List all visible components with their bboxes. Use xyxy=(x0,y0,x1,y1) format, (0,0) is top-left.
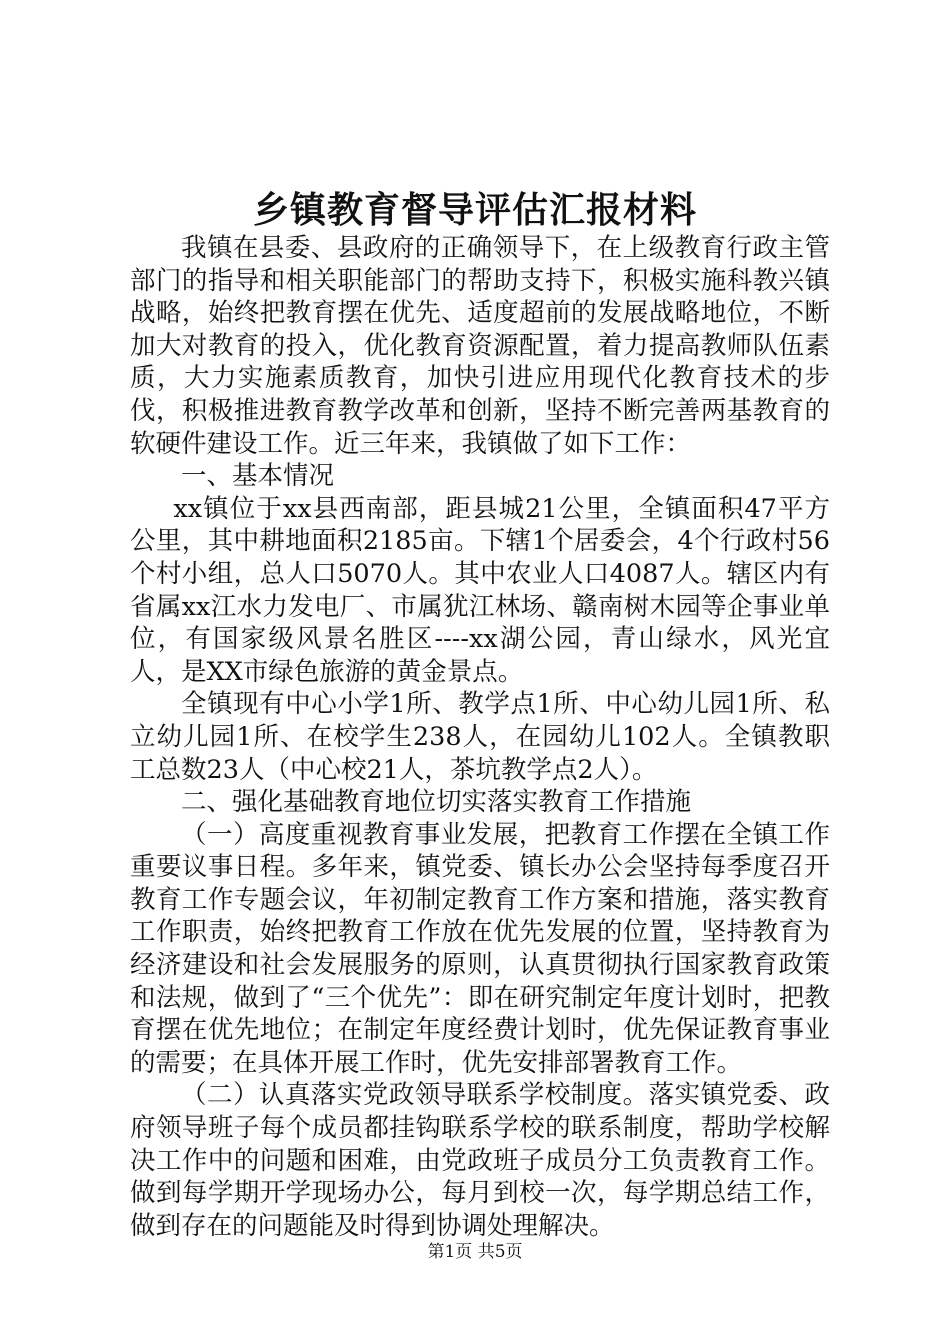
document-body xyxy=(130,232,830,1242)
section-heading-education-measures: 二、强化基础教育地位切实落实教育工作措施 xyxy=(181,787,692,818)
paragraph-school-statistics: 全镇现有中心小学1所、教学点1所、中心幼儿园1所、私立幼儿园1所、在校学生238人，在园幼儿102人。全镇教职工总数23人（中心校21人，茶坑教学点2人）。 xyxy=(130,689,830,785)
intro-paragraph: 我镇在县委、县政府的正确领导下，在上级教育行政主管部门的指导和相关职能部门的帮助支持下，积极实施科教兴镇战略，始终把教育摆在优先、适度超前的发展战略地位，不断加大对教育的投入，优化教育资源配置，着力提高教师队伍素质，大力实施素质教育，加快引进应用现代化教育技术的步伐，积极推进教育教学改革和创新，坚持不断完善两基教育的软硬件建设工作。近三年来，我镇做了如下工作： xyxy=(130,233,830,459)
document-title: 乡镇教育督导评估汇报材料 xyxy=(252,189,697,231)
section-heading-basic-situation: 一、基本情况 xyxy=(181,461,335,492)
paragraph-measure-one: （一）高度重视教育事业发展，把教育工作摆在全镇工作重要议事日程。多年来，镇党委、镇长办公会坚持每季度召开教育工作专题会议，年初制定教育工作方案和措施，落实教育工作职责，始终把教育工作放在优先发展的位置，坚持教育为经济建设和社会发展服务的原则，认真贯彻执行国家教育政策和法规，做到了“三个优先”：即在研究制定年度计划时，把教育摆在优先地位；在制定年度经费计划时，优先保证教育事业的需要；在具体开展工作时，优先安排部署教育工作。 xyxy=(130,819,830,1078)
paragraph-measure-two: （二）认真落实党政领导联系学校制度。落实镇党委、政府领导班子每个成员都挂钩联系学校的联系制度，帮助学校解决工作中的问题和困难，由党政班子成员分工负责教育工作。做到每学期开学现场办公，每月到校一次，每学期总结工作，做到存在的问题能及时得到协调处理解决。 xyxy=(130,1080,830,1241)
page-number-footer: 第1页 共5页 xyxy=(427,1242,523,1262)
paragraph-town-overview: xx镇位于xx县西南部，距县城21公里，全镇面积47平方公里，其中耕地面积2185亩。下辖1个居委会，4个行政村56个村小组，总人口5070人。其中农业人口4087人。辖区内有省属xx江水力发电厂、市属犹江林场、赣南树木园等企事业单位，有国家级风景名胜区----xx湖公园，青山绿水，风光宜人，是XX市绿色旅游的黄金景点。 xyxy=(130,493,830,687)
